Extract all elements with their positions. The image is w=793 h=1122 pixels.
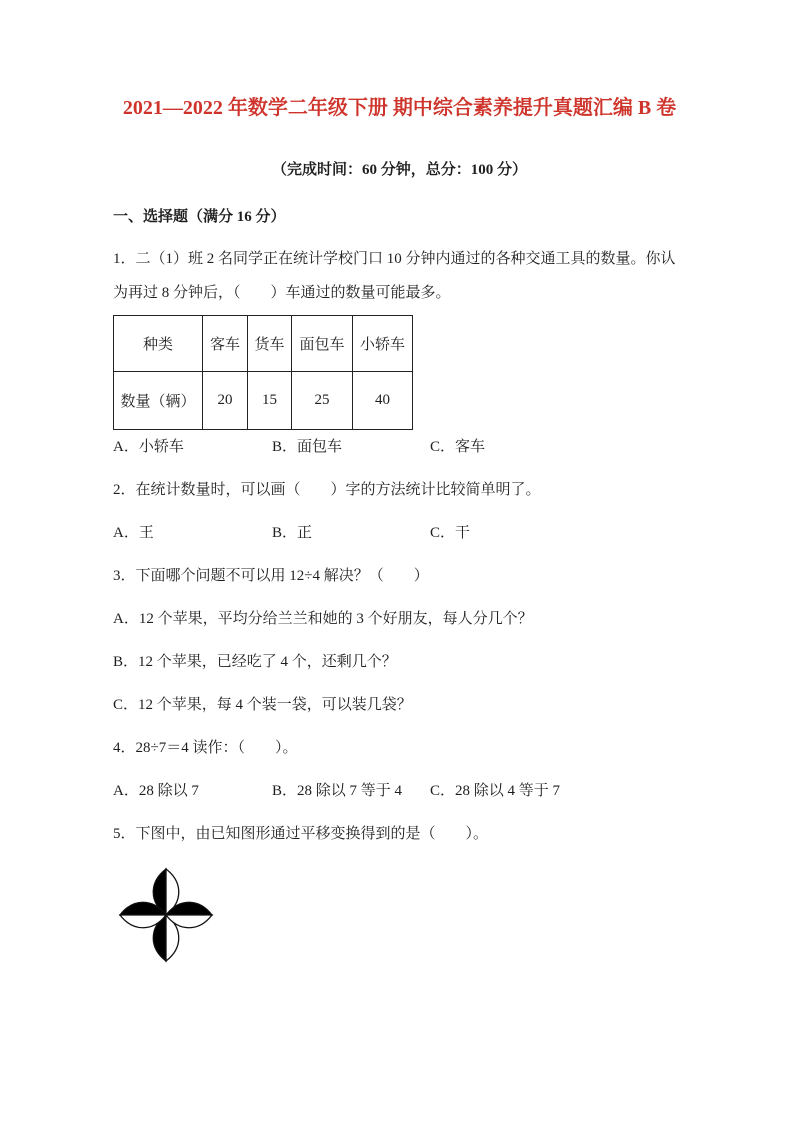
question-4-option-c: C．28 除以 4 等于 7 bbox=[430, 783, 561, 799]
question-2-text: 2．在统计数量时，可以画（ ）字的方法统计比较简单明了。 bbox=[113, 482, 541, 498]
question-4-option-a: A．28 除以 7 bbox=[113, 783, 199, 799]
question-3-option-b: B．12 个苹果，已经吃了 4 个，还剩几个？ bbox=[113, 654, 397, 670]
table-cell-van-label: 面包车 bbox=[292, 316, 353, 372]
question-4-option-b: B．28 除以 7 等于 4 bbox=[272, 783, 403, 799]
vehicle-count-table bbox=[113, 315, 413, 430]
question-4-options bbox=[113, 774, 686, 808]
question-1-option-c: C．客车 bbox=[430, 439, 486, 455]
section-heading-choice: 一、选择题（满分 16 分） bbox=[113, 209, 286, 225]
table-cell-van-count: 25 bbox=[292, 372, 353, 430]
question-2-option-c: C．干 bbox=[430, 525, 471, 541]
table-cell-truck-count: 15 bbox=[248, 372, 292, 430]
page-content bbox=[113, 92, 686, 972]
page-subtitle: （完成时间：60 分钟，总分：100 分） bbox=[271, 162, 527, 178]
table-cell-car-label: 小轿车 bbox=[353, 316, 413, 372]
question-5-text: 5．下图中，由已知图形通过平移变换得到的是（ ）。 bbox=[113, 826, 489, 842]
question-3-text: 3．下面哪个问题不可以用 12÷4 解决？（ ） bbox=[113, 568, 429, 584]
question-1-option-a: A．小轿车 bbox=[113, 439, 184, 455]
question-2-option-a: A．王 bbox=[113, 525, 154, 541]
table-cell-bus-count: 20 bbox=[203, 372, 248, 430]
question-3-option-a: A．12 个苹果，平均分给兰兰和她的 3 个好朋友，每人分几个？ bbox=[113, 611, 533, 627]
page-title: 2021—2022 年数学二年级下册 期中综合素养提升真题汇编 B 卷 bbox=[122, 97, 677, 119]
question-1-text: 1．二（1）班 2 名同学正在统计学校门口 10 分钟内通过的各种交通工具的数量。你认为再过 8 分钟后，（ ）车通过的数量可能最多。 bbox=[113, 251, 676, 301]
table-cell-type-label: 种类 bbox=[114, 316, 203, 372]
table-cell-bus-label: 客车 bbox=[203, 316, 248, 372]
question-1-option-b: B．面包车 bbox=[272, 439, 343, 455]
question-4-text: 4．28÷7＝4 读作：（ ）。 bbox=[113, 740, 298, 756]
table-header-row bbox=[114, 316, 413, 372]
table-cell-truck-label: 货车 bbox=[248, 316, 292, 372]
question-2-options bbox=[113, 516, 686, 550]
table-data-row bbox=[114, 372, 413, 430]
question-2-option-b: B．正 bbox=[272, 525, 313, 541]
table-cell-car-count: 40 bbox=[353, 372, 413, 430]
pinwheel-icon bbox=[111, 860, 221, 970]
pinwheel-figure bbox=[111, 860, 686, 972]
table-cell-quantity-label: 数量（辆） bbox=[114, 372, 203, 430]
question-3-option-c: C．12 个苹果，每 4 个装一袋，可以装几袋？ bbox=[113, 697, 412, 713]
question-1-options bbox=[113, 430, 686, 464]
